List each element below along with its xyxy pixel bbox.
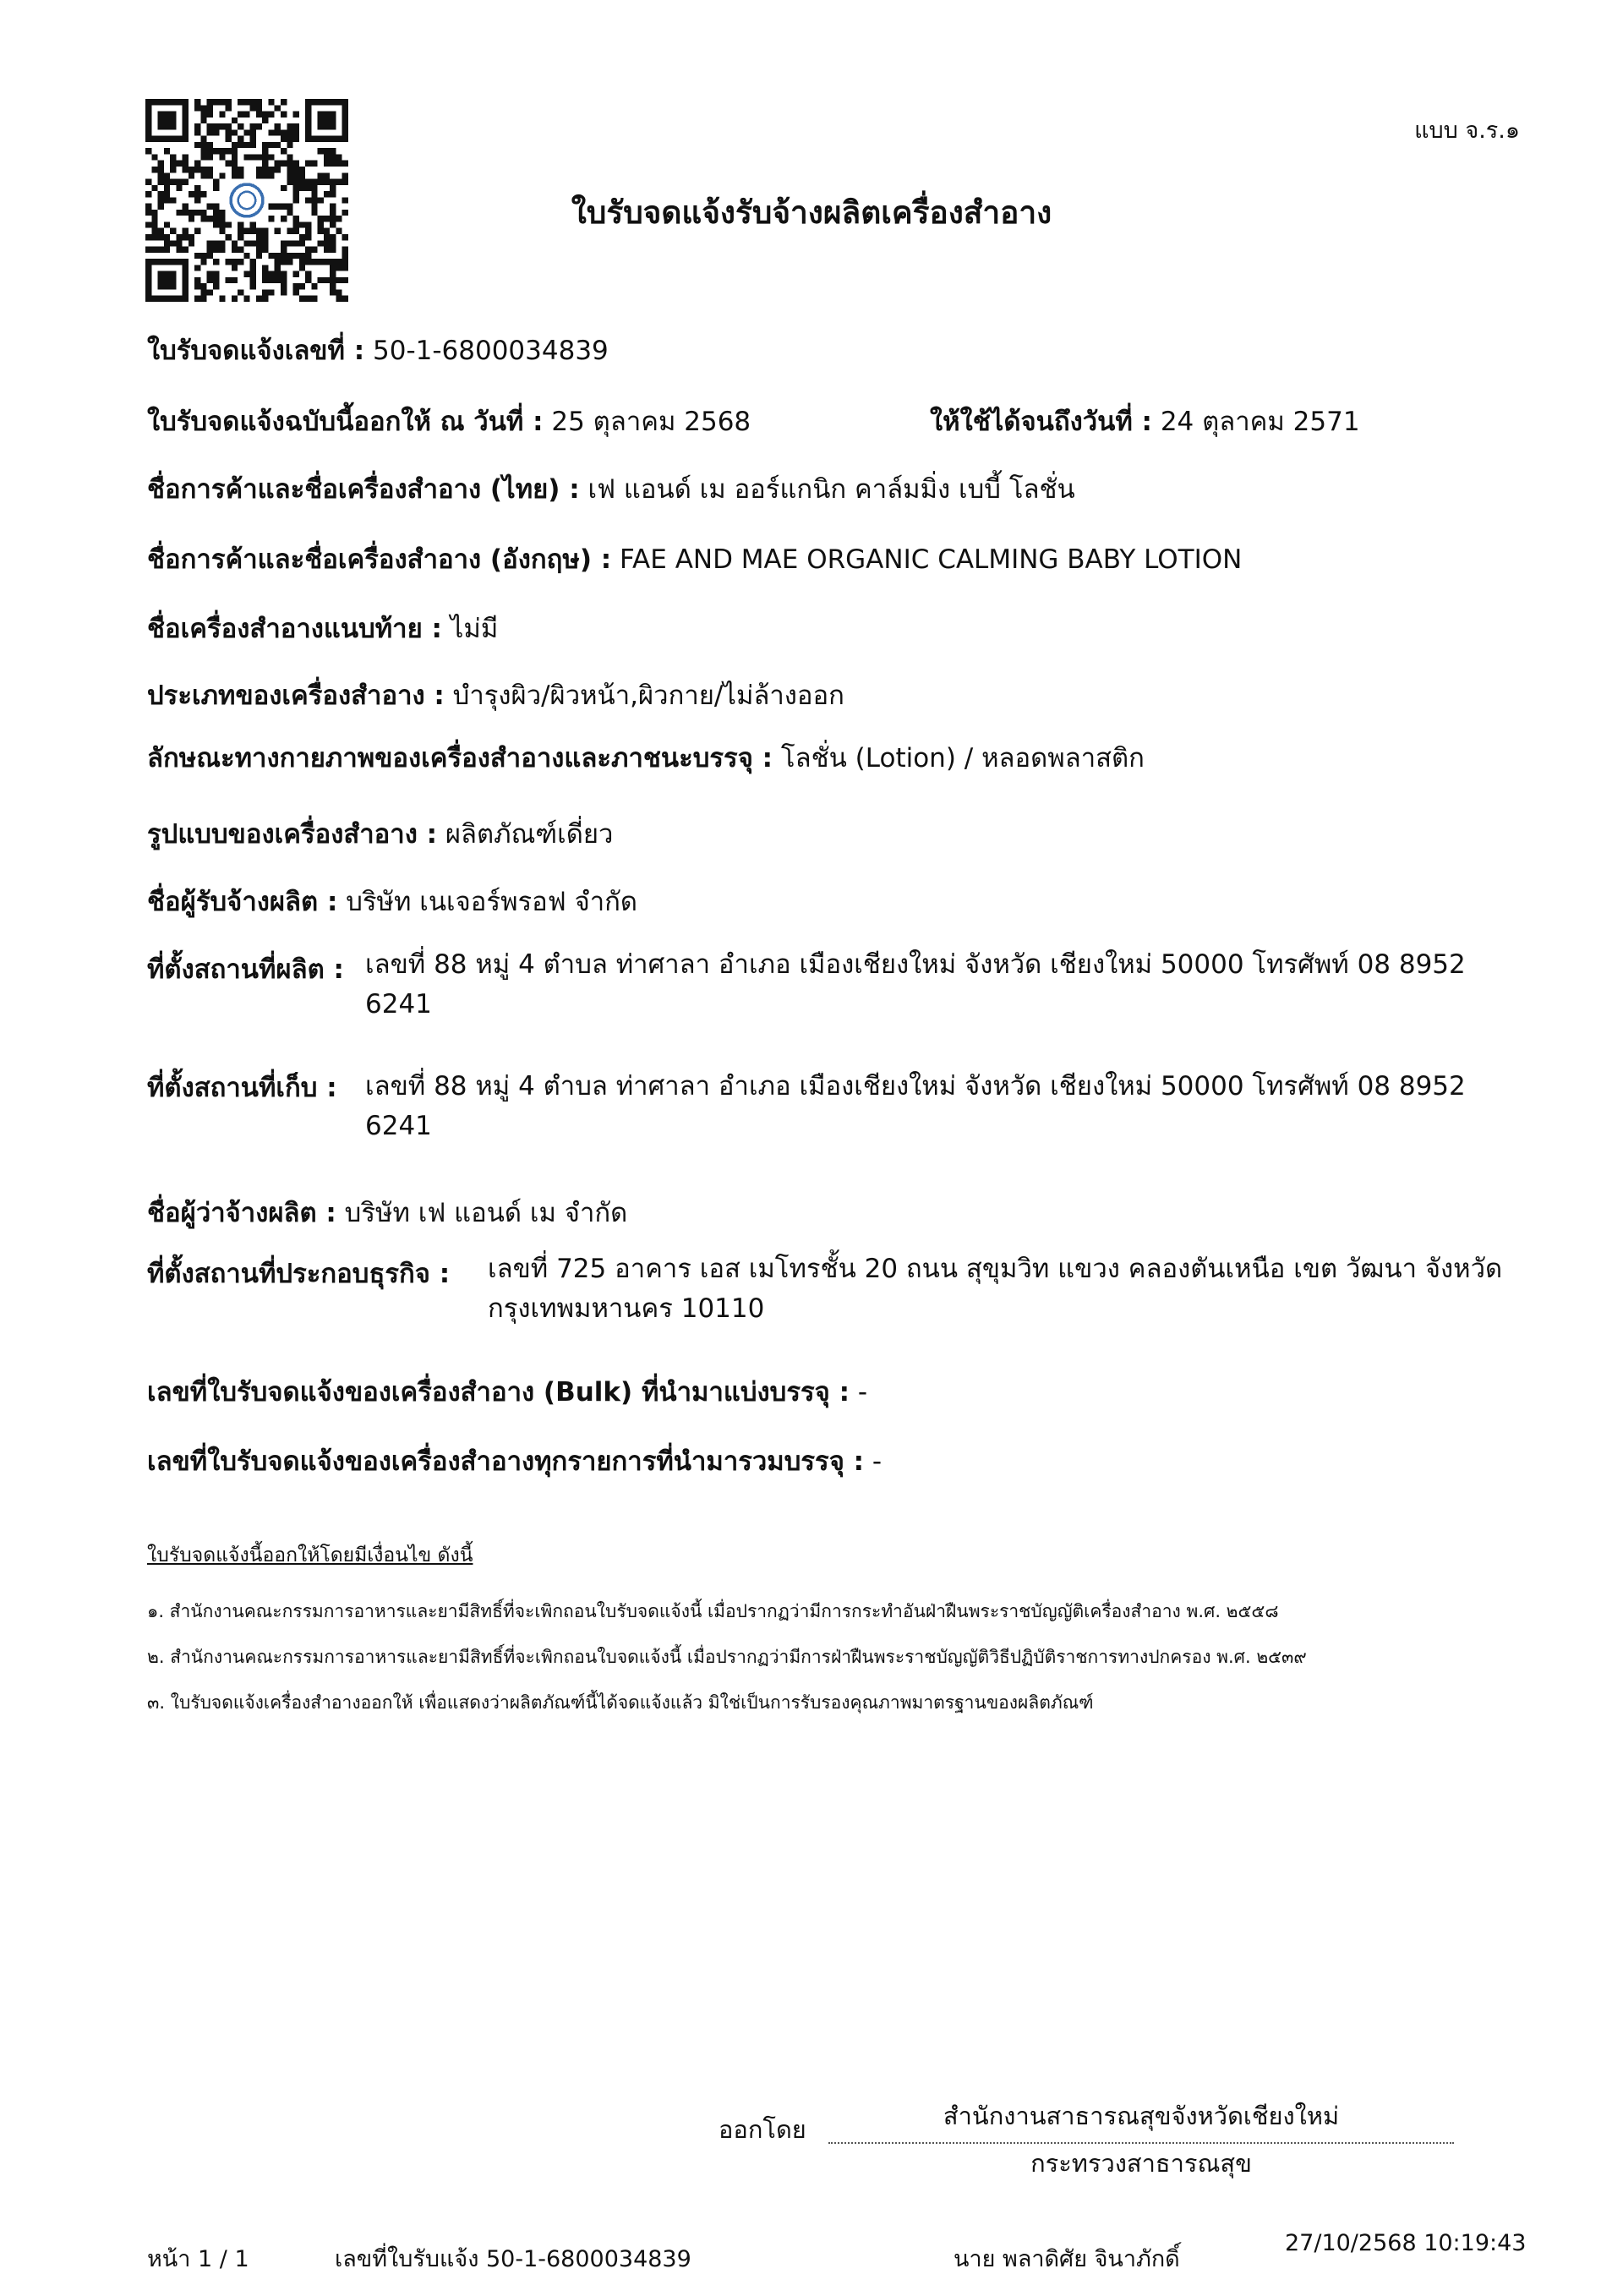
contract-manufacturer-row	[147, 888, 637, 918]
document-title: ใบรับจดแจ้งรับจ้างผลิตเครื่องสำอาง	[571, 194, 1052, 231]
cosmetic-type-row	[147, 681, 844, 712]
name-th-row	[147, 475, 1075, 506]
attached-name-row	[147, 615, 498, 645]
issuing-office: สำนักงานสาธารณสุขจังหวัดเชียงใหม่	[828, 2096, 1454, 2144]
all-items-number-value: -	[864, 1446, 883, 1477]
issue-date-value: 25 ตุลาคม 2568	[543, 407, 751, 437]
condition-item: ๑. สำนักงานคณะกรรมการอาหารและยามีสิทธิ์ที่จะเพิกถอนใบรับจดแจ้งนี้ เมื่อปรากฏว่ามีการกระทำอันฝ่าฝืนพระราชบัญญัติเครื่องสำอาง พ.ศ. ๒๕๕๘	[147, 1601, 1279, 1621]
hirer-label: ชื่อผู้ว่าจ้างผลิต :	[147, 1198, 336, 1228]
notification-number-row	[147, 336, 609, 367]
name-en-value: FAE AND MAE ORGANIC CALMING BABY LOTION	[611, 544, 1243, 575]
timestamp: 27/10/2568 10:19:43	[1285, 2230, 1527, 2256]
production-site-label: ที่ตั้งสถานที่ผลิต :	[147, 954, 344, 985]
all-items-number-label: เลขที่ใบรับจดแจ้งของเครื่องสำอางทุกรายการที่นำมารวมบรรจุ :	[147, 1446, 865, 1477]
form-code: แบบ จ.ร.๑	[1414, 118, 1520, 144]
hirer-row	[147, 1199, 627, 1229]
issue-date-row	[147, 407, 751, 438]
contract-manufacturer-value: บริษัท เนเจอร์พรอฟ จำกัด	[337, 887, 638, 917]
valid-until-row	[930, 407, 1360, 438]
business-site-label: ที่ตั้งสถานที่ประกอบธุรกิจ :	[147, 1259, 451, 1289]
physical-value: โลชั่น (Lotion) / หลอดพลาสติก	[773, 743, 1145, 774]
name-en-row	[147, 545, 1242, 576]
storage-site-value: เลขที่ 88 หมู่ 4 ตำบล ท่าศาลา อำเภอ เมืองเชียงใหม่ จังหวัด เชียงใหม่ 50000 โทรศัพท์ 08 8952 6241	[365, 1071, 1466, 1141]
valid-until-value: 24 ตุลาคม 2571	[1151, 407, 1360, 437]
contract-manufacturer-label: ชื่อผู้รับจ้างผลิต :	[147, 887, 338, 917]
condition-item: ๒. สำนักงานคณะกรรมการอาหารและยามีสิทธิ์ที่จะเพิกถอนใบจดแจ้งนี้ เมื่อปรากฏว่ามีการฝ่าฝืนพระราชบัญญัติวิธีปฏิบัติราชการทางปกครอง พ.ศ. ๒๕๓๙	[147, 1647, 1307, 1667]
name-th-value: เฟ แอนด์ เม ออร์แกนิก คาล์มมิ่ง เบบี้ โลชั่น	[579, 474, 1075, 505]
notification-number-label: ใบรับจดแจ้งเลขที่ :	[147, 336, 365, 366]
form-label: รูปแบบของเครื่องสำอาง :	[147, 819, 438, 850]
attached-name-label: ชื่อเครื่องสำอางแนบท้าย :	[147, 614, 442, 644]
bulk-number-label: เลขที่ใบรับจดแจ้งของเครื่องสำอาง (Bulk) ที่นำมาแบ่งบรรจุ :	[147, 1377, 850, 1408]
form-value: ผลิตภัณฑ์เดี่ยว	[437, 819, 614, 850]
all-items-number-row	[147, 1447, 882, 1478]
name-en-label: ชื่อการค้าและชื่อเครื่องสำอาง (อังกฤษ) :	[147, 544, 612, 575]
name-th-label: ชื่อการค้าและชื่อเครื่องสำอาง (ไทย) :	[147, 474, 580, 505]
bulk-number-row	[147, 1378, 867, 1408]
bulk-number-value: -	[849, 1377, 868, 1408]
footer-notification-ref: เลขที่ใบรับแจ้ง 50-1-6800034839	[335, 2246, 691, 2272]
ministry-name: กระทรวงสาธารณสุข	[1030, 2149, 1252, 2178]
storage-site-label: ที่ตั้งสถานที่เก็บ :	[147, 1073, 337, 1103]
business-site-value: เลขที่ 725 อาคาร เอส เมโทรชั้น 20 ถนน สุขุมวิท แขวง คลองตันเหนือ เขต วัฒนา จังหวัด กรุงเทพมหานคร 10110	[488, 1254, 1503, 1324]
production-site-value: เลขที่ 88 หมู่ 4 ตำบล ท่าศาลา อำเภอ เมืองเชียงใหม่ จังหวัด เชียงใหม่ 50000 โทรศัพท์ 08 8952 6241	[365, 949, 1466, 1020]
attached-name-value: ไม่มี	[441, 614, 499, 644]
cosmetic-type-label: ประเภทของเครื่องสำอาง :	[147, 681, 445, 711]
signer-name: นาย พลาดิศัย จินาภักดิ์	[954, 2246, 1180, 2272]
physical-label: ลักษณะทางกายภาพของเครื่องสำอางและภาชนะบรรจุ :	[147, 743, 773, 774]
page-number: หน้า 1 / 1	[147, 2246, 249, 2272]
hirer-value: บริษัท เฟ แอนด์ เม จำกัด	[336, 1198, 628, 1228]
form-row	[147, 820, 613, 850]
notification-number-value: 50-1-6800034839	[364, 336, 609, 366]
cosmetic-type-value: บำรุงผิว/ผิวหน้า,ผิวกาย/ไม่ล้างออก	[444, 681, 844, 711]
issued-by-label: ออกโดย	[719, 2115, 806, 2144]
physical-row	[147, 744, 1145, 774]
conditions-heading: ใบรับจดแจ้งนี้ออกให้โดยมีเงื่อนไข ดังนี้	[147, 1544, 473, 1566]
issue-date-label: ใบรับจดแจ้งฉบับนี้ออกให้ ณ วันที่ :	[147, 407, 544, 437]
valid-until-label: ให้ใช้ได้จนถึงวันที่ :	[930, 407, 1152, 437]
condition-item: ๓. ใบรับจดแจ้งเครื่องสำอางออกให้ เพื่อแสดงว่าผลิตภัณฑ์นี้ได้จดแจ้งแล้ว มิใช่เป็นการรับรองคุณภาพมาตรฐานของผลิตภัณฑ์	[147, 1692, 1094, 1713]
